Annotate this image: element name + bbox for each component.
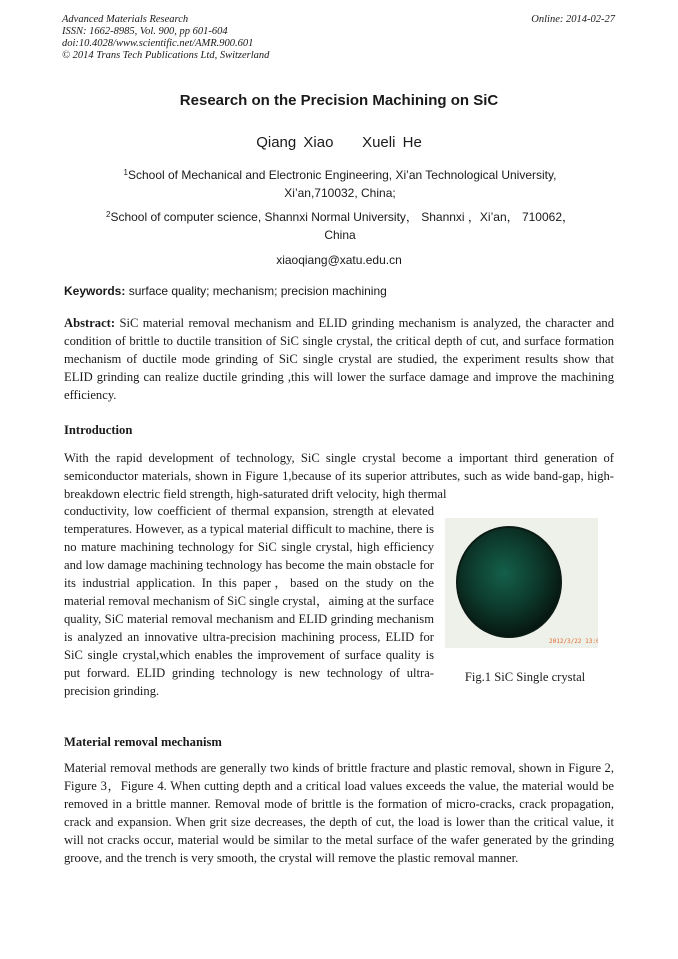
figure-1-image [445,518,598,648]
sic-crystal-photo [445,518,598,648]
material-removal-heading: Material removal mechanism [64,735,222,749]
abstract-label: Abstract: [64,316,116,330]
abstract [64,314,614,404]
authors: Qiang Xiao Xueli He [256,134,422,151]
abstract-text: SiC material removal mechanism and ELID grinding mechanism is analyzed, the character and condition of brittle to ductile transition of SiC single crystal, the critical depth of cut, and surface formation mechanism of ductile mode grinding of SiC single crystal are studied, the experiment results show that ELID grinding can realize ductile grinding ,this will lower the surface damage and improve the machining efficiency. [64,316,614,402]
keywords-text: surface quality; mechanism; precision machining [125,284,387,298]
figure-1-caption: Fig.1 SiC Single crystal [464,670,586,684]
material-removal-paragraph: Material removal methods are generally two kinds of brittle fracture and plastic removal, shown in Figure 2, Figure 3，Figure 4. When cutting depth and a critical load values exceeds the value, the material would be removed in a brittle manner. Removal mode of brittle is the formation of micro-cracks, crack propagation, crack and expansion. When grit size decreases, the depth of cut, the load is lower than the critical value, it will not cracks occur, material would be similar to the metal surface of the wafer generated by the grinding groove, and the trench is very smooth, the crystal will remove the plastic removal manner. [64,761,614,865]
paper-title: Research on the Precision Machining on SiC [179,92,499,109]
introduction-paragraph-wrapped: conductivity, low coefficient of thermal expansion, strength at elevated temperatures. However, as a typical material difficult to machine, there is no mature machining technology for SiC single crystal, high efficiency and low damage machining technology has become the main obstacle for its industrial application. In this paper，based on the study on the material removal mechanism of SiC single crystal，aiming at the surface quality, SiC material removal mechanism and ELID grinding mechanism is analyzed an innovative ultra-precision machining process, ELID for SiC single crystal,which enables the improvement of surface quality is put forward. ELID grinding technology is new technology of ultra-precision grinding. [64,504,434,698]
journal-name: Advanced Materials Research [62,14,189,25]
affiliation-1-line2: Xi’an,710032, China; [284,186,396,200]
author-email[interactable]: xiaoqiang@xatu.edu.cn [276,253,402,267]
journal-header [62,14,269,62]
online-date: Online: 2014-02-27 [531,14,615,25]
introduction-paragraph-full: With the rapid development of technology, SiC single crystal become a important third generation of semiconductor materials, shown in Figure 1,because of its superior attributes, such as wide band-gap, high-breakdown electric field strength, high-saturated drift velocity, high thermal [64,451,614,501]
affiliation-1-line1: School of Mechanical and Electronic Engineering, Xi’an Technological University, [127,168,557,182]
photo-timestamp: 2012/3/22 13:06 [549,638,598,645]
introduction-heading: Introduction [64,423,133,437]
affiliation-2-line1: School of computer science, Shannxi Normal University， Shannxi ，Xi’an， 710062， [110,210,574,224]
doi-line: doi:10.4028/www.scientific.net/AMR.900.601 [62,38,254,49]
affiliation-2 [80,208,600,244]
keywords [64,284,616,298]
affiliation-1 [90,166,590,202]
sic-wafer [457,527,561,637]
affiliation-1-number: 1 [123,168,128,177]
copyright-line: © 2014 Trans Tech Publications Ltd, Switzerland [62,50,270,61]
issn-line: ISSN: 1662-8985, Vol. 900, pp 601-604 [62,26,228,37]
affiliation-2-line2: China [324,228,356,242]
keywords-label: Keywords: [64,284,126,298]
affiliation-2-number: 2 [105,210,111,219]
